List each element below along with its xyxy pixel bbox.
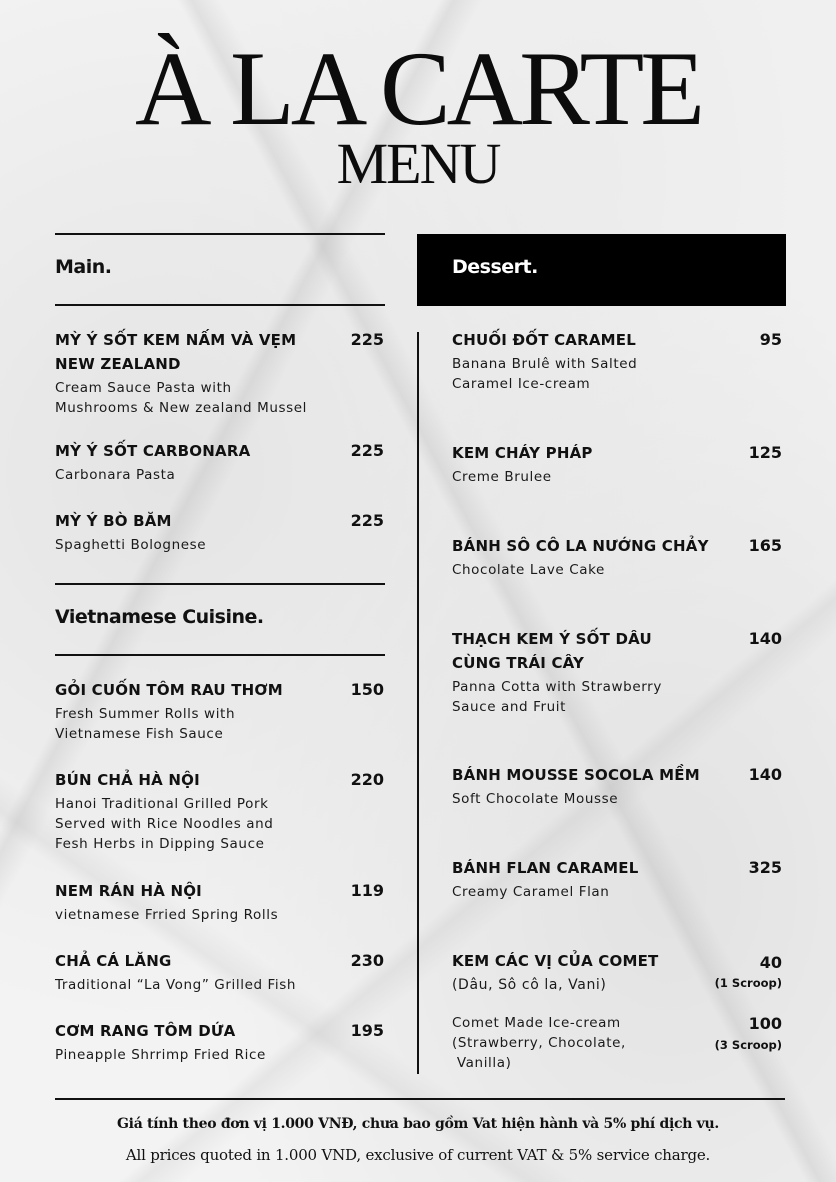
item-price: 150: [350, 680, 384, 699]
item-price: 125: [748, 443, 782, 462]
item-price: 140: [748, 765, 782, 784]
item-name: BÚN CHẢ HÀ NỘI: [55, 771, 200, 789]
item-price-note: (3 Scroop): [714, 1038, 782, 1052]
item-desc: Spaghetti Bolognese: [55, 537, 207, 553]
item-desc: Comet Made Ice-cream: [452, 1015, 621, 1031]
item-name: BÁNH MOUSSE SOCOLA MỀM: [452, 766, 700, 784]
item-desc: Hanoi Traditional Grilled Pork: [55, 796, 269, 812]
item-desc: Creamy Caramel Flan: [452, 884, 610, 900]
item-desc: (Dâu, Sô cô la, Vani): [452, 977, 607, 993]
column-divider: [417, 332, 419, 1074]
item-desc-cont: Vanilla): [452, 1055, 512, 1071]
footer-rule: [55, 1098, 785, 1100]
vietnamese-top-rule: [55, 583, 385, 585]
item-desc-cont: (Strawberry, Chocolate,: [452, 1035, 626, 1051]
menu-item: [452, 534, 742, 580]
item-name: THẠCH KEM Ý SỐT DÂU: [452, 630, 652, 648]
menu-item: [452, 856, 712, 902]
menu-subtitle: MENU: [336, 131, 500, 196]
item-price: 225: [350, 330, 384, 349]
item-desc-cont: Mushrooms & New zealand Mussel: [55, 400, 308, 416]
item-name: CHUỐI ĐỐT CARAMEL: [452, 331, 636, 349]
item-name: BÁNH FLAN CARAMEL: [452, 859, 639, 877]
item-price: 230: [350, 951, 384, 970]
vietnamese-bottom-rule: [55, 654, 385, 656]
item-desc: Chocolate Lave Cake: [452, 562, 605, 578]
item-desc-cont: Vietnamese Fish Sauce: [55, 726, 224, 742]
item-price: 220: [350, 770, 384, 789]
menu-item: [452, 763, 742, 809]
item-desc-cont: Served with Rice Noodles and: [55, 816, 274, 832]
section-title-main: Main.: [55, 256, 112, 278]
item-price: 225: [350, 441, 384, 460]
main-top-rule: [55, 233, 385, 235]
menu-item: [55, 328, 335, 418]
item-price: 119: [350, 881, 384, 900]
item-desc: Fresh Summer Rolls with: [55, 706, 236, 722]
footer-note-vietnamese: Giá tính theo đơn vị 1.000 VNĐ, chưa bao gồm Vat hiện hành và 5% phí dịch vụ.: [117, 1116, 719, 1132]
section-title-vietnamese: Vietnamese Cuisine.: [55, 606, 264, 628]
item-desc-cont: Caramel Ice-cream: [452, 376, 591, 392]
menu-item: [452, 949, 712, 995]
menu-item: [55, 879, 345, 925]
item-desc: Pineapple Shrrimp Fried Rice: [55, 1047, 266, 1063]
item-desc: Carbonara Pasta: [55, 467, 176, 483]
item-desc-cont: Sauce and Fruit: [452, 699, 567, 715]
item-name-cont: CÙNG TRÁI CÂY: [452, 654, 585, 672]
menu-item: [55, 678, 345, 744]
item-desc: Creme Brulee: [452, 469, 552, 485]
item-price: 100: [748, 1014, 782, 1033]
item-desc-cont: Fesh Herbs in Dipping Sauce: [55, 836, 265, 852]
item-desc: Banana Brulê with Salted: [452, 356, 638, 372]
dessert-header-bar: [417, 234, 786, 306]
item-name: KEM CHÁY PHÁP: [452, 444, 593, 462]
item-price: 140: [748, 629, 782, 648]
footer-note-english: All prices quoted in 1.000 VND, exclusive of current VAT & 5% service charge.: [125, 1146, 711, 1164]
item-name: MỲ Ý SỐT CARBONARA: [55, 442, 251, 460]
menu-item: [55, 509, 335, 555]
item-name: MỲ Ý BÒ BĂM: [55, 512, 172, 530]
menu-item: [452, 627, 712, 717]
item-name-cont: NEW ZEALAND: [55, 355, 181, 373]
menu-item: [452, 328, 712, 394]
item-price: 95: [759, 330, 782, 349]
item-name: NEM RÁN HÀ NỘI: [55, 882, 202, 900]
section-title-dessert: Dessert.: [452, 256, 538, 278]
item-price: 195: [350, 1021, 384, 1040]
menu-item: [55, 949, 345, 995]
menu-item: [452, 441, 712, 487]
item-name: MỲ Ý SỐT KEM NẤM VÀ VẸM: [55, 331, 297, 349]
item-name: CƠM RANG TÔM DỨA: [55, 1022, 236, 1040]
menu-item: [55, 768, 345, 854]
item-name: CHẢ CÁ LĂNG: [55, 952, 172, 970]
menu-item: [55, 1019, 345, 1065]
item-name: BÁNH SÔ CÔ LA NƯỚNG CHẢY: [452, 537, 709, 555]
item-name: KEM CÁC VỊ CỦA COMET: [452, 952, 659, 970]
menu-title: À LA CARTE: [134, 30, 702, 147]
item-desc: Traditional “La Vong” Grilled Fish: [55, 977, 297, 993]
item-price: 165: [748, 536, 782, 555]
item-price: 40: [759, 953, 782, 972]
menu-item: [452, 1013, 712, 1073]
item-desc: Cream Sauce Pasta with: [55, 380, 232, 396]
item-price: 225: [350, 511, 384, 530]
item-price: 325: [748, 858, 782, 877]
menu-item: [55, 439, 335, 485]
item-price-note: (1 Scroop): [714, 976, 782, 990]
item-desc: Soft Chocolate Mousse: [452, 791, 619, 807]
main-bottom-rule: [55, 304, 385, 306]
item-name: GỎI CUỐN TÔM RAU THƠM: [55, 681, 283, 699]
item-desc: Panna Cotta with Strawberry: [452, 679, 662, 695]
item-desc: vietnamese Frried Spring Rolls: [55, 907, 279, 923]
